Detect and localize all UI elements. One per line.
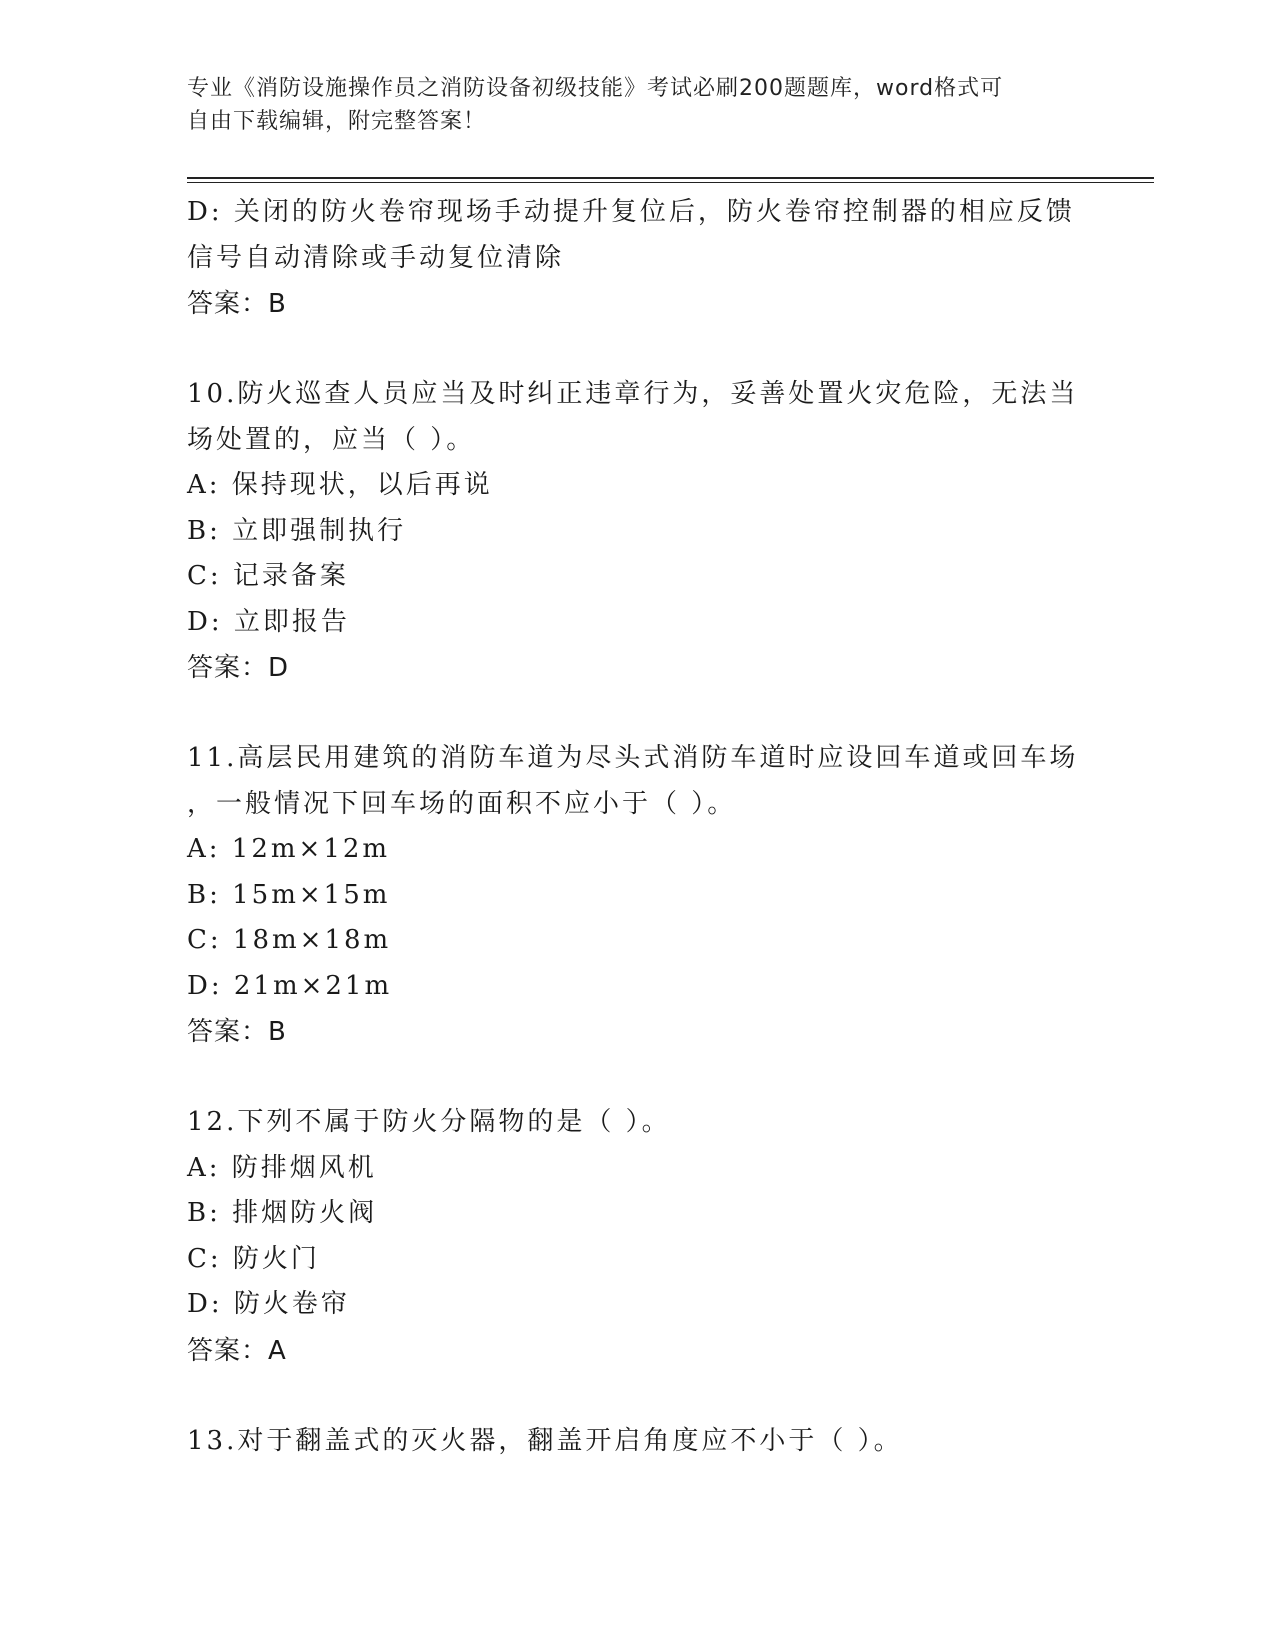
header-line-2: 自由下载编辑，附完整答案！ [187, 109, 487, 134]
question-stem-cont: ，一般情况下回车场的面积不应小于（ ）。 [187, 788, 737, 819]
option-d-line-1: D: 关闭的防火卷帘现场手动提升复位后，防火卷帘控制器的相应反馈 [187, 197, 1075, 227]
option-a: A: 防排烟风机 [187, 1152, 377, 1183]
option-b: B: 立即强制执行 [187, 515, 407, 546]
answer-line: 答案：B [187, 1017, 287, 1047]
question-stem: 11.高层民用建筑的消防车道为尽头式消防车道时应设回车道或回车场 [187, 743, 1079, 773]
header-rule-thick [187, 177, 1154, 179]
question-stem: 10.防火巡查人员应当及时纠正违章行为，妥善处置火灾危险，无法当 [187, 379, 1079, 409]
carryover-block [187, 190, 1087, 327]
document-header [187, 72, 1067, 138]
answer-line: 答案：A [187, 1335, 287, 1366]
question-stem: 13.对于翻盖式的灭火器，翻盖开启角度应不小于（ ）。 [187, 1425, 903, 1456]
option-c: C: 记录备案 [187, 561, 349, 591]
question-11 [187, 736, 1087, 1055]
option-c: C: 防火门 [187, 1243, 320, 1274]
header-rule-thin [187, 182, 1154, 183]
question-13 [187, 1419, 1087, 1465]
question-10 [187, 372, 1087, 691]
option-a: A: 12m×12m [187, 834, 391, 864]
option-d: D: 21m×21m [187, 970, 393, 1001]
option-d: D: 立即报告 [187, 606, 350, 637]
question-content [187, 190, 1087, 1464]
question-stem-cont: 场处置的，应当（ ）。 [187, 424, 476, 455]
option-b: B: 15m×15m [187, 879, 391, 910]
question-12 [187, 1100, 1087, 1374]
option-d: D: 防火卷帘 [187, 1289, 350, 1319]
option-d-line-2: 信号自动清除或手动复位清除 [187, 242, 565, 273]
question-stem: 12.下列不属于防火分隔物的是（ ）。 [187, 1107, 671, 1137]
answer-line: 答案：B [187, 289, 287, 319]
option-c: C: 18m×18m [187, 925, 392, 955]
header-line-1: 专业《消防设施操作员之消防设备初级技能》考试必刷200题题库，word格式可 [187, 76, 1004, 101]
option-b: B: 排烟防火阀 [187, 1198, 378, 1228]
answer-line: 答案：D [187, 653, 290, 683]
option-a: A: 保持现状，以后再说 [187, 470, 493, 500]
